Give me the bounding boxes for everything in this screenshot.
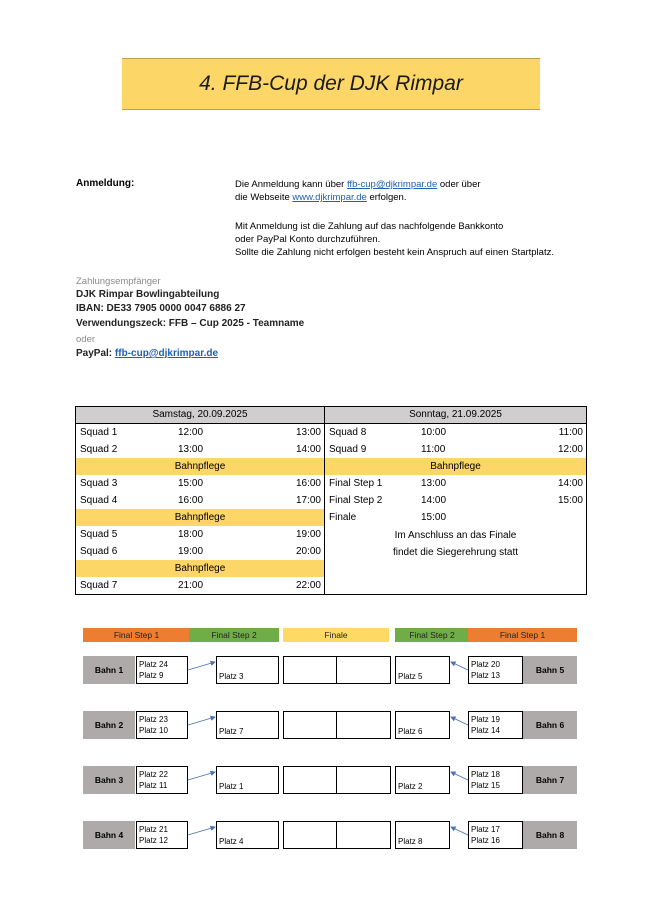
squad-name: Squad 7 (80, 580, 118, 591)
seed: Platz 12 (139, 836, 168, 845)
lane-label: Bahn 4 (83, 821, 135, 849)
end-time: 15:00 (557, 495, 583, 506)
seed: Platz 22 (139, 770, 168, 779)
seed: Platz 19 (471, 715, 500, 724)
registration-line-5: Sollte die Zahlung nicht erfolgen besteht kein Anspruch auf einen Startplatz. (235, 247, 554, 258)
squad-name: Squad 8 (329, 427, 367, 438)
start-time: 13:00 (421, 478, 447, 489)
squad-name: Squad 6 (80, 546, 118, 557)
start-time: 10:00 (421, 427, 447, 438)
lane-label: Bahn 6 (523, 711, 577, 739)
bracket-header-3: Finale (283, 628, 389, 642)
seed: Platz 3 (219, 672, 244, 681)
advance-arrow (188, 772, 215, 780)
ceremony-note-1: Im Anschluss an das Finale (394, 530, 517, 541)
website-link[interactable]: www.djkrimpar.de (292, 192, 367, 203)
end-time: 16:00 (295, 478, 321, 489)
start-time: 18:00 (178, 529, 204, 540)
squad-name: Squad 1 (80, 427, 118, 438)
seed: Platz 13 (471, 671, 500, 680)
registration-line-3: Mit Anmeldung ist die Zahlung auf das nachfolgende Bankkonto (235, 221, 504, 232)
seed: Platz 14 (471, 726, 500, 735)
seed: Platz 9 (139, 671, 164, 680)
start-time: 19:00 (178, 546, 204, 557)
seed: Platz 18 (471, 770, 500, 779)
seed: Platz 15 (471, 781, 500, 790)
registration-label: Anmeldung: (76, 178, 135, 189)
seed: Platz 6 (398, 727, 423, 736)
lane-label: Bahn 8 (523, 821, 577, 849)
squad-name: Final Step 2 (329, 495, 383, 506)
end-time: 19:00 (295, 529, 321, 540)
bracket-header-2: Final Step 2 (189, 628, 279, 642)
seed: Platz 23 (139, 715, 168, 724)
end-time: 14:00 (557, 478, 583, 489)
payment-reference: Verwendungszeck: FFB – Cup 2025 - Teamname (76, 318, 305, 329)
lane-label: Bahn 2 (83, 711, 135, 739)
end-time: 11:00 (558, 427, 583, 438)
sunday-header: Sonntag, 21.09.2025 (325, 407, 586, 424)
end-time: 12:00 (557, 444, 583, 455)
lane-label: Bahn 7 (523, 766, 577, 794)
seed: Platz 10 (139, 726, 168, 735)
start-time: 13:00 (178, 444, 204, 455)
text: erfolgen. (366, 192, 407, 203)
end-time: 17:00 (295, 495, 321, 506)
advance-arrow (451, 662, 468, 670)
advance-arrow (451, 827, 468, 835)
sunday-break-row: Bahnpflege (325, 458, 586, 475)
recipient-name: DJK Rimpar Bowlingabteilung (76, 289, 220, 300)
ceremony-note-2: findet die Siegerehrung statt (392, 547, 519, 558)
iban: IBAN: DE33 7905 0000 0047 6886 27 (76, 303, 246, 314)
seed: Platz 1 (219, 782, 244, 791)
saturday-break-row: Bahnpflege (76, 560, 324, 577)
advance-arrow (451, 772, 468, 780)
seed: Platz 5 (398, 672, 423, 681)
page-title: 4. FFB-Cup der DJK Rimpar (199, 72, 463, 95)
start-time: 15:00 (421, 512, 447, 523)
end-time: 20:00 (295, 546, 321, 557)
seed: Platz 7 (219, 727, 244, 736)
advance-arrow (451, 717, 468, 725)
squad-name: Squad 2 (80, 444, 118, 455)
registration-line-4: oder PayPal Konto durchzuführen. (235, 234, 381, 245)
squad-name: Squad 5 (80, 529, 118, 540)
squad-name: Finale (329, 512, 357, 523)
seed: Platz 21 (139, 825, 168, 834)
saturday-break-row: Bahnpflege (76, 458, 324, 475)
recipient-label: Zahlungsempfänger (76, 276, 161, 287)
seed: Platz 17 (471, 825, 500, 834)
seed: Platz 24 (139, 660, 168, 669)
start-time: 12:00 (178, 427, 204, 438)
squad-name: Squad 3 (80, 478, 118, 489)
saturday-break-row: Bahnpflege (76, 509, 324, 526)
squad-name: Squad 4 (80, 495, 118, 506)
advance-arrow (188, 827, 215, 835)
text: die Webseite (235, 192, 293, 203)
lane-label: Bahn 5 (523, 656, 577, 684)
advance-arrow (188, 717, 215, 725)
bracket-header-5: Final Step 1 (468, 628, 577, 642)
end-time: 14:00 (295, 444, 321, 455)
email-link[interactable]: ffb-cup@djkrimpar.de (346, 179, 438, 190)
start-time: 16:00 (178, 495, 204, 506)
bracket-header-4: Final Step 2 (395, 628, 469, 642)
advance-arrow (188, 662, 215, 670)
bracket-header-1: Final Step 1 (83, 628, 190, 642)
seed: Platz 20 (471, 660, 500, 669)
seed: Platz 8 (398, 837, 423, 846)
end-time: 22:00 (295, 580, 321, 591)
seed: Platz 2 (398, 782, 423, 791)
seed: Platz 16 (471, 836, 500, 845)
saturday-header: Samstag, 20.09.2025 (76, 407, 324, 424)
start-time: 15:00 (178, 478, 204, 489)
start-time: 14:00 (421, 495, 447, 506)
start-time: 11:00 (421, 444, 446, 455)
start-time: 21:00 (178, 580, 204, 591)
text: oder über (437, 179, 481, 190)
end-time: 13:00 (295, 427, 321, 438)
seed: Platz 4 (219, 837, 244, 846)
lane-label: Bahn 1 (83, 656, 135, 684)
seed: Platz 11 (139, 781, 168, 790)
text: Die Anmeldung kann über (235, 179, 347, 190)
paypal-link[interactable]: ffb-cup@djkrimpar.de (114, 348, 219, 359)
squad-name: Final Step 1 (329, 478, 383, 489)
or-label: oder (76, 334, 96, 345)
lane-label: Bahn 3 (83, 766, 135, 794)
squad-name: Squad 9 (329, 444, 367, 455)
paypal-label: PayPal: (76, 348, 115, 359)
